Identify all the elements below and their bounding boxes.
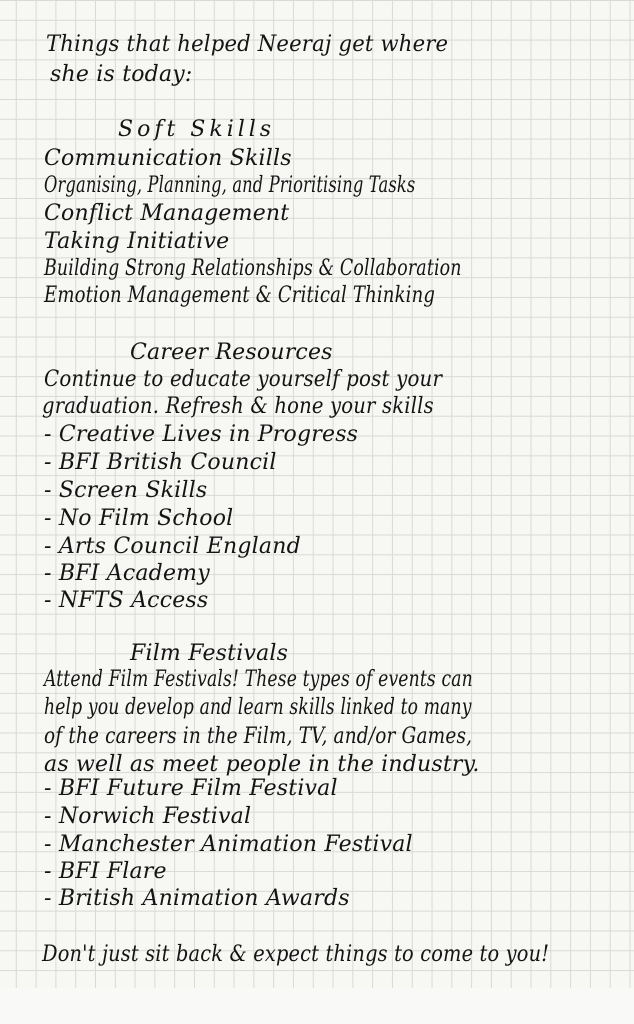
career-resource-item: - Creative Lives in Progress	[44, 422, 359, 447]
film-festival-item: - Manchester Animation Festival	[44, 832, 413, 857]
career-resource-item: - BFI Academy	[44, 561, 210, 586]
career-resource-item: - No Film School	[44, 506, 234, 531]
unruled-bottom-margin	[0, 988, 634, 1024]
film-festivals-intro-line: of the careers in the Film, TV, and/or Games,	[44, 724, 473, 749]
career-resource-item: - Arts Council England	[44, 534, 301, 559]
career-resources-intro-line: graduation. Refresh & hone your skills	[42, 394, 434, 419]
soft-skill-item: Communication Skills	[44, 146, 292, 171]
soft-skill-item: Conflict Management	[44, 201, 290, 226]
film-festival-item: - Norwich Festival	[44, 804, 252, 829]
soft-skill-item: Emotion Management & Critical Thinking	[44, 283, 436, 308]
soft-skill-item: Organising, Planning, and Prioritising Tasks	[44, 173, 416, 198]
soft-skill-item: Building Strong Relationships & Collaboration	[44, 256, 462, 281]
note-title-line-1: Things that helped Neeraj get where	[46, 32, 449, 57]
career-resource-item: - Screen Skills	[44, 478, 208, 503]
film-festival-item: - BFI Future Film Festival	[44, 776, 338, 801]
career-resource-item: - NFTS Access	[44, 588, 209, 613]
soft-skills-heading: Soft Skills	[118, 117, 276, 142]
career-resources-intro-line: Continue to educate yourself post your	[44, 367, 443, 392]
film-festivals-intro-line: help you develop and learn skills linked to many	[44, 695, 472, 720]
closing-remark: Don't just sit back & expect things to come to you!	[42, 942, 550, 967]
career-resource-item: - BFI British Council	[44, 450, 277, 475]
note-title-line-2: she is today:	[50, 62, 193, 87]
film-festivals-intro-line: as well as meet people in the industry.	[44, 752, 480, 777]
career-resources-heading: Career Resources	[130, 340, 333, 365]
film-festival-item: - British Animation Awards	[44, 886, 350, 911]
film-festivals-heading: Film Festivals	[130, 641, 289, 666]
soft-skill-item: Taking Initiative	[44, 229, 230, 254]
film-festivals-intro-line: Attend Film Festivals! These types of events can	[44, 667, 473, 692]
film-festival-item: - BFI Flare	[44, 859, 167, 884]
